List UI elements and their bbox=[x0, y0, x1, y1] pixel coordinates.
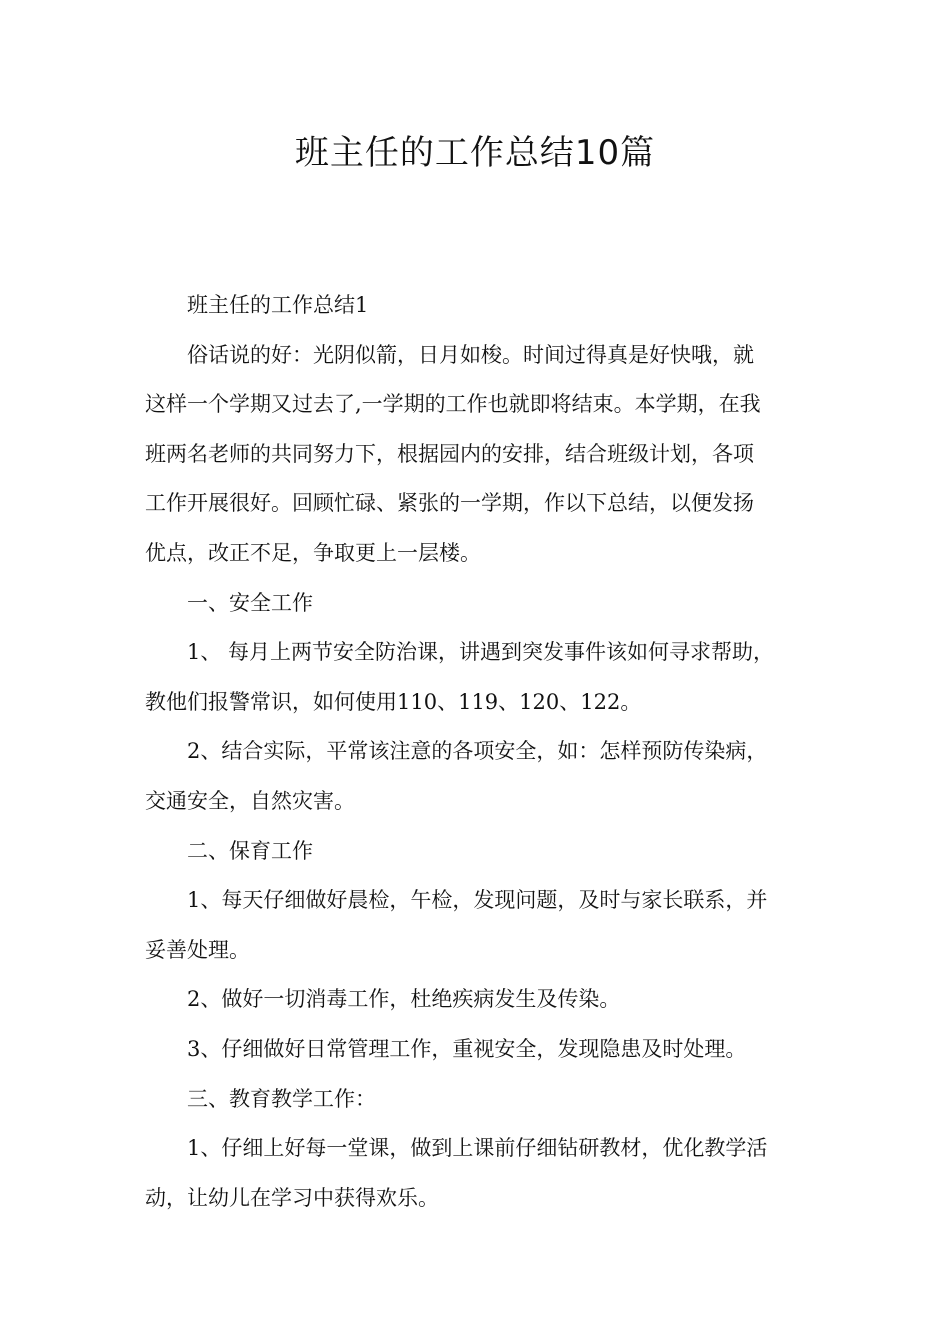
paragraph-line: 这样一个学期又过去了,一学期的工作也就即将结束。本学期，在我 bbox=[145, 392, 761, 417]
paragraph-line: 1、 每月上两节安全防治课，讲遇到突发事件该如何寻求帮助， bbox=[187, 640, 775, 665]
section-heading: 二、保育工作 bbox=[187, 838, 313, 863]
section-heading: 三、教育教学工作： bbox=[187, 1086, 376, 1111]
document-title: 班主任的工作总结10篇 bbox=[294, 133, 656, 173]
paragraph-line: 工作开展很好。回顾忙碌、紧张的一学期，作以下总结，以便发扬 bbox=[145, 491, 754, 516]
section-heading: 班主任的工作总结1 bbox=[187, 293, 369, 317]
document-body bbox=[145, 281, 810, 1223]
paragraph-line: 1、每天仔细做好晨检，午检，发现问题，及时与家长联系，并 bbox=[187, 888, 768, 913]
paragraph-line: 俗话说的好：光阴似箭，日月如梭。时间过得真是好快哦，就 bbox=[187, 342, 754, 367]
section-heading: 一、安全工作 bbox=[187, 590, 313, 615]
paragraph-line: 教他们报警常识，如何使用110、119、120、122。 bbox=[145, 689, 642, 714]
paragraph-line: 2、结合实际，平常该注意的各项安全，如：怎样预防传染病， bbox=[187, 739, 768, 764]
paragraph-line: 3、仔细做好日常管理工作，重视安全，发现隐患及时处理。 bbox=[187, 1036, 747, 1061]
paragraph-line: 妥善处理。 bbox=[145, 937, 250, 962]
paragraph-line: 交通安全，自然灾害。 bbox=[145, 788, 355, 813]
paragraph-line: 1、仔细上好每一堂课，做到上课前仔细钻研教材，优化教学活 bbox=[187, 1136, 768, 1161]
paragraph-line: 2、做好一切消毒工作，杜绝疾病发生及传染。 bbox=[187, 987, 621, 1012]
paragraph-line: 动，让幼儿在学习中获得欢乐。 bbox=[145, 1185, 439, 1210]
paragraph-line: 班两名老师的共同努力下，根据园内的安排，结合班级计划，各项 bbox=[145, 441, 754, 466]
paragraph-line: 优点，改正不足，争取更上一层楼。 bbox=[145, 540, 481, 565]
